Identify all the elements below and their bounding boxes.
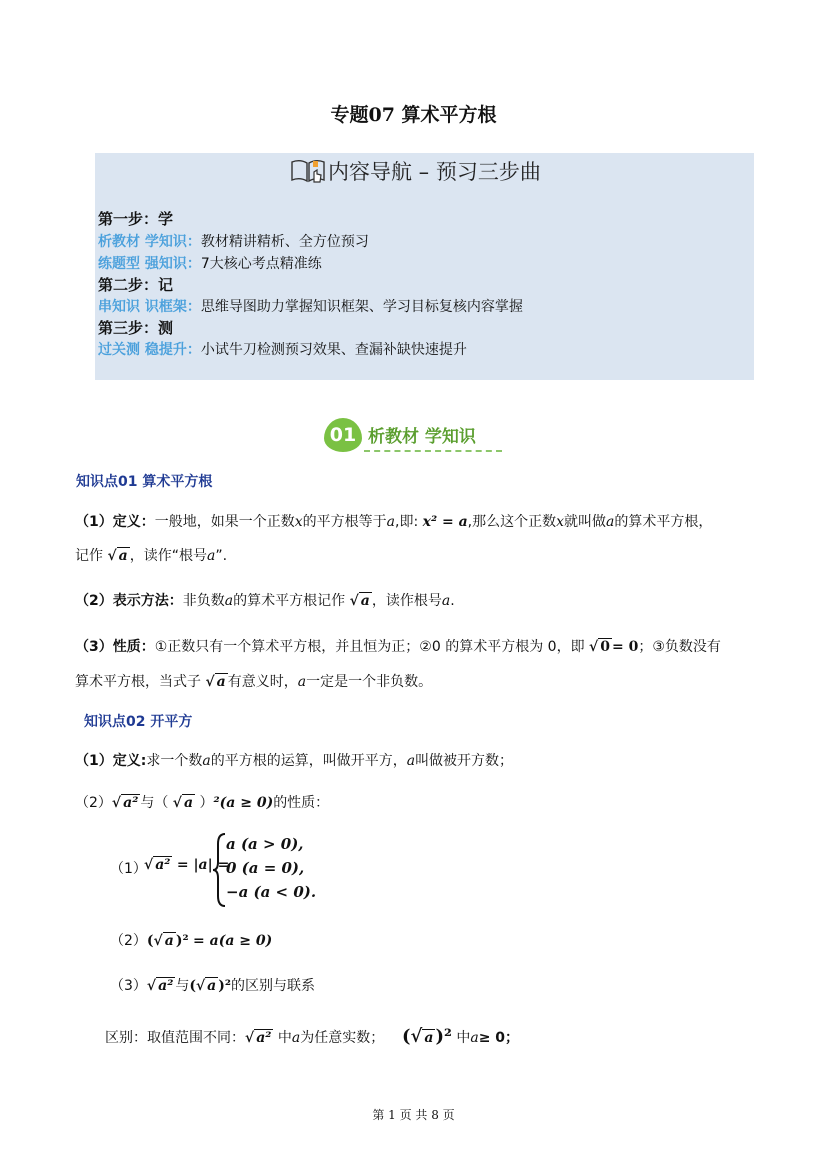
nav-row4: 过关测 稳提升：小试牛刀检测预习效果、查漏补缺快速提升 [98, 342, 467, 358]
kp2-sub1-lhs: √ a² = |a| = [144, 857, 230, 873]
badge-underline [364, 450, 502, 452]
kp2-item2: （2）√ a² 与（ √ a ）²(a ≥ 0)的性质： [75, 795, 330, 811]
nav-heading: 内容导航 – 预习三步曲 [290, 156, 541, 186]
nav-row2: 练题型 强知识：7大核心考点精准练 [98, 256, 322, 272]
nav-step2: 第二步：记 [98, 276, 174, 294]
book-pointer-icon [290, 158, 326, 184]
section-badge [324, 418, 504, 454]
kp2-diff: 区别：取值范围不同：√ a² 中a为任意实数； (√ a )² 中a≥ 0； [105, 1026, 520, 1047]
kp1-prop-line2: 算术平方根，当式子 √ a 有意义时，a一定是一个非负数。 [75, 674, 433, 690]
nav-step1: 第一步：学 [98, 210, 174, 228]
kp2-heading: 知识点02 开平方 [84, 714, 193, 730]
page-footer: 第 1 页 共 8 页 [372, 1108, 455, 1122]
page-title: 专题07 算术平方根 [330, 104, 497, 126]
badge-number: 01 [324, 418, 362, 452]
kp1-def-line1: （1）定义：一般地，如果一个正数x的平方根等于a,即: x² = a,那么这个正数x就叫做a的算术平方根， [75, 514, 713, 530]
kp1-rep-line: （2）表示方法：非负数a的算术平方根记作 √ a ，读作根号a. [75, 593, 455, 609]
kp2-cases: a (a > 0), 0 (a = 0), −a (a < 0). [226, 835, 317, 901]
kp1-def-line2: 记作 √ a ，读作“根号a”. [75, 548, 228, 564]
kp2-sub1-label: （1） [110, 861, 147, 877]
kp1-heading: 知识点01 算术平方根 [76, 474, 213, 490]
kp1-prop-line1: （3）性质：①正数只有一个算术平方根，并且恒为正；②0 的算术平方根为 0，即 √ 0 = 0；③负数没有 [75, 639, 721, 655]
nav-step3: 第三步：测 [98, 319, 174, 337]
nav-row3: 串知识 识框架：思维导图助力掌握知识框架、学习目标复核内容掌握 [98, 299, 523, 315]
kp2-sub2: （2）(√ a )² = a(a ≥ 0) [110, 933, 273, 949]
kp2-def-line: （1）定义:求一个数a的平方根的运算，叫做开平方，a叫做被开方数； [75, 753, 514, 769]
kp2-sub3: （3）√ a² 与(√ a )²的区别与联系 [110, 978, 315, 994]
nav-row1: 析教材 学知识：教材精讲精析、全方位预习 [98, 234, 369, 250]
badge-text: 析教材 学知识 [368, 427, 476, 447]
